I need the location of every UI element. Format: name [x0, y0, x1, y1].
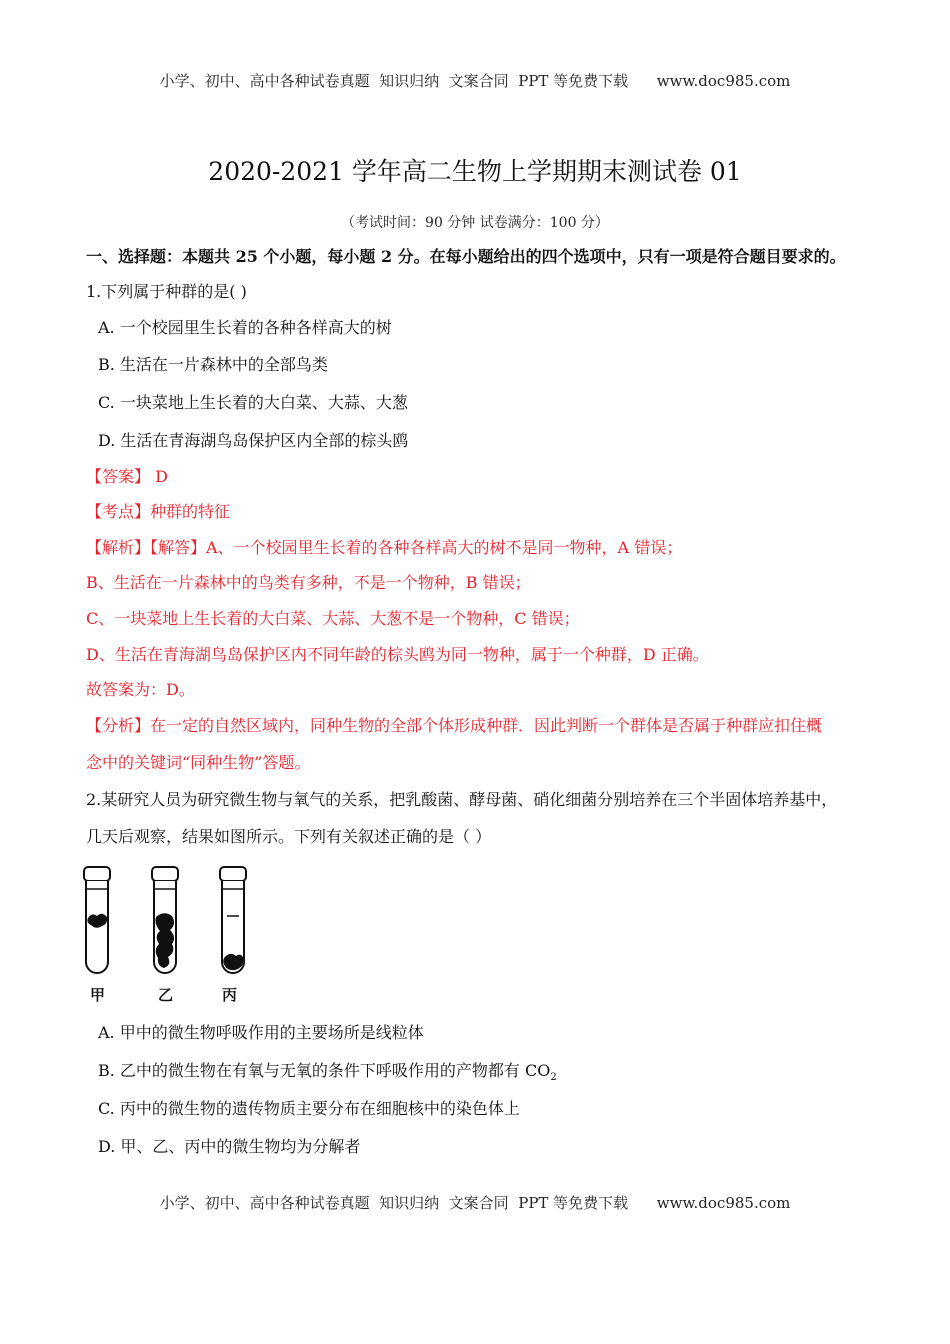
section-heading: 一、选择题：本题共 25 个小题，每小题 2 分。在每小题给出的四个选项中，只有一项是符合题目要求的。 [86, 247, 846, 266]
figure-label-yi: 乙 [158, 986, 174, 1004]
q2-option-d: D. 甲、乙、丙中的微生物均为分解者 [98, 1137, 361, 1156]
q2-option-a: A. 甲中的微生物呼吸作用的主要场所是线粒体 [98, 1023, 424, 1042]
q2-option-c: C. 丙中的微生物的遗传物质主要分布在细胞核中的染色体上 [98, 1099, 520, 1118]
figure-label-jia: 甲 [90, 986, 106, 1004]
q1-fenxi-line: 【分析】在一定的自然区域内，同种生物的全部个体形成种群．因此判断一个群体是否属于种群应扣住概 [86, 716, 823, 735]
q1-kaodian: 【考点】种群的特征 [86, 502, 231, 521]
tube-yi [152, 867, 178, 973]
q1-answer: 【答案】 D [86, 467, 168, 486]
q1-fenxi-line: 念中的关键词“同种生物”答题。 [86, 753, 311, 772]
q1-analysis-line: D、生活在青海湖鸟岛保护区内不同年龄的棕头鸥为同一物种，属于一个种群，D 正确。 [86, 645, 709, 664]
q2-option-b [98, 1061, 557, 1088]
tube-bing [220, 867, 246, 973]
page-title: 2020-2021 学年高二生物上学期期末测试卷 01 [208, 157, 742, 186]
q2-stem-line: 2.某研究人员为研究微生物与氧气的关系，把乳酸菌、酵母菌、硝化细菌分别培养在三个半固体培养基中， [86, 790, 838, 809]
co2-formula: $CO_2$ [525, 1061, 557, 1084]
q1-stem: 1.下列属于种群的是( ) [86, 282, 247, 301]
q2-option-b-text: B. 乙中的微生物在有氧与无氧的条件下呼吸作用的产物都有 [98, 1061, 526, 1080]
tube-jia [84, 867, 110, 973]
q1-option-c: C. 一块菜地上生长着的大白菜、大蒜、大葱 [98, 393, 408, 412]
test-tubes-figure [82, 862, 262, 1007]
q1-analysis-line: C、一块菜地上生长着的大白菜、大蒜、大葱不是一个物种，C 错误； [86, 609, 580, 628]
q2-stem-line: 几天后观察，结果如图所示。下列有关叙述正确的是（ ） [86, 827, 492, 846]
figure-label-bing: 丙 [222, 986, 238, 1004]
page-header: 小学、初中、高中各种试卷真题 知识归纳 文案合同 PPT 等免费下载 www.doc985.com [159, 72, 791, 90]
q1-option-b: B. 生活在一片森林中的全部鸟类 [98, 355, 328, 374]
q1-analysis-line: 【解析】【解答】A、一个校园里生长着的各种各样高大的树不是同一物种，A 错误； [86, 538, 683, 557]
q1-analysis-line: B、生活在一片森林中的鸟类有多种，不是一个物种，B 错误； [86, 573, 531, 592]
q1-option-d: D. 生活在青海湖鸟岛保护区内全部的棕头鸥 [98, 431, 409, 450]
q1-final-answer: 故答案为：D。 [86, 680, 195, 699]
q1-option-a: A. 一个校园里生长着的各种各样高大的树 [98, 318, 392, 337]
exam-info: （考试时间：90 分钟 试卷满分：100 分） [341, 215, 609, 231]
page-footer: 小学、初中、高中各种试卷真题 知识归纳 文案合同 PPT 等免费下载 www.doc985.com [159, 1194, 791, 1212]
